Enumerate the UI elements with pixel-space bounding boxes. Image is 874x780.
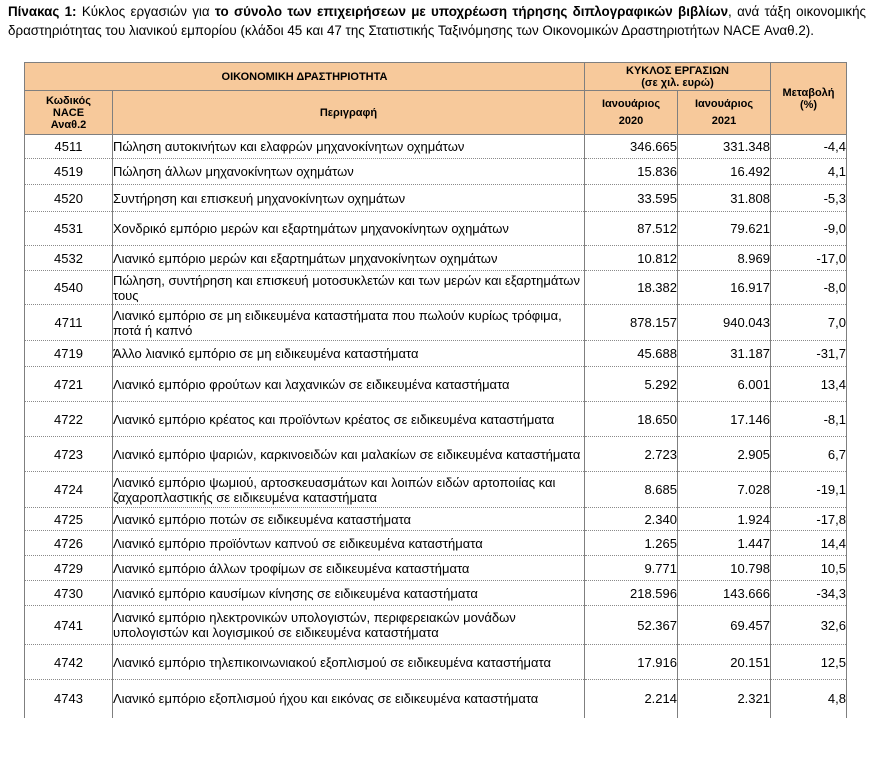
turnover-2021-cell: 31.808 — [678, 185, 771, 212]
table-row — [25, 581, 847, 606]
nace-code-cell: 4743 — [25, 680, 113, 718]
table-row — [25, 645, 847, 680]
change-percent-cell: -34,3 — [771, 581, 847, 606]
nace-code-cell: 4719 — [25, 341, 113, 367]
turnover-2021-cell: 940.043 — [678, 305, 771, 341]
description-cell: Λιανικό εμπόριο ψωμιού, αρτοσκευασμάτων και λοιπών ειδών αρτοποιίας και ζαχαροπλαστικής σε ειδικευμένα καταστήματα — [113, 472, 585, 508]
description-cell: Συντήρηση και επισκευή μηχανοκίνητων οχημάτων — [113, 185, 585, 212]
turnover-2020-cell: 52.367 — [585, 606, 678, 645]
header-month-2020: Ιανουάριος — [601, 97, 661, 110]
change-percent-cell: -17,8 — [771, 508, 847, 531]
table-body — [25, 135, 847, 718]
table-row — [25, 402, 847, 437]
description-cell: Λιανικό εμπόριο καυσίμων κίνησης σε ειδικευμένα καταστήματα — [113, 581, 585, 606]
header-change-title: Μεταβολή — [782, 86, 835, 99]
change-percent-cell: -8,1 — [771, 402, 847, 437]
turnover-2021-cell: 10.798 — [678, 556, 771, 581]
table-row — [25, 341, 847, 367]
header-change — [771, 63, 847, 135]
table-caption — [8, 2, 866, 40]
turnover-2020-cell: 2.214 — [585, 680, 678, 718]
turnover-2020-cell: 45.688 — [585, 341, 678, 367]
header-year-2021: 2021 — [711, 114, 737, 127]
description-cell: Λιανικό εμπόριο φρούτων και λαχανικών σε ειδικευμένα καταστήματα — [113, 367, 585, 402]
header-nace-code — [25, 91, 113, 135]
caption-bold-text: το σύνολο των επιχειρήσεων με υποχρέωση τήρησης διπλογραφικών βιβλίων — [214, 4, 729, 19]
nace-code-cell: 4540 — [25, 271, 113, 305]
caption-text-1: Κύκλος εργασιών για — [76, 4, 215, 19]
turnover-2021-cell: 16.492 — [678, 159, 771, 185]
turnover-2021-cell: 79.621 — [678, 212, 771, 246]
turnover-2020-cell: 2.723 — [585, 437, 678, 472]
nace-code-cell: 4730 — [25, 581, 113, 606]
turnover-2021-cell: 2.905 — [678, 437, 771, 472]
change-percent-cell: -17,0 — [771, 246, 847, 271]
turnover-2020-cell: 18.650 — [585, 402, 678, 437]
change-percent-cell: 7,0 — [771, 305, 847, 341]
turnover-2021-cell: 69.457 — [678, 606, 771, 645]
nace-code-cell: 4742 — [25, 645, 113, 680]
table-row — [25, 556, 847, 581]
turnover-2020-cell: 346.665 — [585, 135, 678, 159]
turnover-2020-cell: 15.836 — [585, 159, 678, 185]
description-cell: Πώληση, συντήρηση και επισκευή μοτοσυκλετών και των μερών και εξαρτημάτων τους — [113, 271, 585, 305]
table-row — [25, 246, 847, 271]
nace-code-cell: 4520 — [25, 185, 113, 212]
table-row — [25, 531, 847, 556]
nace-code-cell: 4722 — [25, 402, 113, 437]
nace-code-cell: 4531 — [25, 212, 113, 246]
nace-code-cell: 4724 — [25, 472, 113, 508]
change-percent-cell: -19,1 — [771, 472, 847, 508]
turnover-2020-cell: 87.512 — [585, 212, 678, 246]
turnover-2020-cell: 5.292 — [585, 367, 678, 402]
description-cell: Άλλο λιανικό εμπόριο σε μη ειδικευμένα καταστήματα — [113, 341, 585, 367]
nace-code-cell: 4532 — [25, 246, 113, 271]
header-january-2020 — [585, 91, 678, 135]
table-row — [25, 185, 847, 212]
table-row — [25, 271, 847, 305]
turnover-2021-cell: 331.348 — [678, 135, 771, 159]
table-row — [25, 606, 847, 645]
turnover-2021-cell: 20.151 — [678, 645, 771, 680]
turnover-2020-cell: 10.812 — [585, 246, 678, 271]
turnover-2020-cell: 8.685 — [585, 472, 678, 508]
description-cell: Λιανικό εμπόριο τηλεπικοινωνιακού εξοπλισμού σε ειδικευμένα καταστήματα — [113, 645, 585, 680]
header-code-line-1: Κωδικός — [46, 94, 91, 107]
table-row — [25, 437, 847, 472]
turnover-2020-cell: 18.382 — [585, 271, 678, 305]
change-percent-cell: 14,4 — [771, 531, 847, 556]
description-cell: Λιανικό εμπόριο σε μη ειδικευμένα καταστήματα που πωλούν κυρίως τρόφιμα, ποτά ή καπνό — [113, 305, 585, 341]
description-cell: Λιανικό εμπόριο εξοπλισμού ήχου και εικόνας σε ειδικευμένα καταστήματα — [113, 680, 585, 718]
header-turnover-unit: (σε χιλ. ευρώ) — [641, 76, 714, 89]
description-cell: Χονδρικό εμπόριο μερών και εξαρτημάτων μηχανοκίνητων οχημάτων — [113, 212, 585, 246]
change-percent-cell: 4,8 — [771, 680, 847, 718]
turnover-2021-cell: 2.321 — [678, 680, 771, 718]
header-code-line-3: Αναθ.2 — [50, 118, 87, 131]
header-description: Περιγραφή — [113, 91, 585, 135]
turnover-2021-cell: 8.969 — [678, 246, 771, 271]
description-cell: Λιανικό εμπόριο μερών και εξαρτημάτων μηχανοκίνητων οχημάτων — [113, 246, 585, 271]
nace-code-cell: 4729 — [25, 556, 113, 581]
change-percent-cell: -8,0 — [771, 271, 847, 305]
nace-code-cell: 4723 — [25, 437, 113, 472]
turnover-2021-cell: 1.924 — [678, 508, 771, 531]
turnover-2021-cell: 1.447 — [678, 531, 771, 556]
header-month-2021: Ιανουάριος — [694, 97, 754, 110]
nace-code-cell: 4711 — [25, 305, 113, 341]
turnover-2021-cell: 143.666 — [678, 581, 771, 606]
caption-label: Πίνακας 1: — [8, 4, 77, 19]
caption-text-2: , ανά τάξη οικονομικής δραστηριότητας του λιανικού εμπορίου (κλάδοι 45 και 47 της Στατιστικής Ταξινόμησης των Οικονομικών Δραστηριοτήτων NACE Αναθ.2). — [8, 4, 866, 38]
description-cell: Λιανικό εμπόριο ψαριών, καρκινοειδών και μαλακίων σε ειδικευμένα καταστήματα — [113, 437, 585, 472]
table-row — [25, 367, 847, 402]
turnover-2020-cell: 1.265 — [585, 531, 678, 556]
nace-code-cell: 4725 — [25, 508, 113, 531]
change-percent-cell: 4,1 — [771, 159, 847, 185]
nace-code-cell: 4741 — [25, 606, 113, 645]
change-percent-cell: -31,7 — [771, 341, 847, 367]
change-percent-cell: -5,3 — [771, 185, 847, 212]
turnover-table — [24, 62, 847, 718]
header-january-2021 — [678, 91, 771, 135]
turnover-2021-cell: 17.146 — [678, 402, 771, 437]
table-row — [25, 135, 847, 159]
turnover-2021-cell: 7.028 — [678, 472, 771, 508]
table-row — [25, 508, 847, 531]
description-cell: Λιανικό εμπόριο άλλων τροφίμων σε ειδικευμένα καταστήματα — [113, 556, 585, 581]
turnover-2021-cell: 16.917 — [678, 271, 771, 305]
header-economic-activity: ΟΙΚΟΝΟΜΙΚΗ ΔΡΑΣΤΗΡΙΟΤΗΤΑ — [25, 63, 585, 91]
table-row — [25, 159, 847, 185]
nace-code-cell: 4519 — [25, 159, 113, 185]
header-year-2020: 2020 — [618, 114, 644, 127]
header-turnover — [585, 63, 771, 91]
description-cell: Λιανικό εμπόριο ηλεκτρονικών υπολογιστών, περιφερειακών μονάδων υπολογιστών και λογισμικού σε ειδικευμένα καταστήματα — [113, 606, 585, 645]
change-percent-cell: 13,4 — [771, 367, 847, 402]
table-row — [25, 305, 847, 341]
nace-code-cell: 4721 — [25, 367, 113, 402]
change-percent-cell: 12,5 — [771, 645, 847, 680]
turnover-2020-cell: 9.771 — [585, 556, 678, 581]
turnover-2021-cell: 31.187 — [678, 341, 771, 367]
table-row — [25, 472, 847, 508]
description-cell: Λιανικό εμπόριο κρέατος και προϊόντων κρέατος σε ειδικευμένα καταστήματα — [113, 402, 585, 437]
header-change-unit: (%) — [799, 98, 818, 111]
header-turnover-title: ΚΥΚΛΟΣ ΕΡΓΑΣΙΩΝ — [626, 64, 729, 77]
table-row — [25, 212, 847, 246]
header-code-line-2: NACE — [52, 106, 85, 119]
description-cell: Λιανικό εμπόριο ποτών σε ειδικευμένα καταστήματα — [113, 508, 585, 531]
turnover-2020-cell: 17.916 — [585, 645, 678, 680]
nace-code-cell: 4511 — [25, 135, 113, 159]
change-percent-cell: 6,7 — [771, 437, 847, 472]
change-percent-cell: 10,5 — [771, 556, 847, 581]
turnover-2020-cell: 2.340 — [585, 508, 678, 531]
change-percent-cell: -4,4 — [771, 135, 847, 159]
table-row — [25, 680, 847, 718]
turnover-2020-cell: 878.157 — [585, 305, 678, 341]
turnover-2021-cell: 6.001 — [678, 367, 771, 402]
description-cell: Πώληση αυτοκινήτων και ελαφρών μηχανοκίνητων οχημάτων — [113, 135, 585, 159]
description-cell: Λιανικό εμπόριο προϊόντων καπνού σε ειδικευμένα καταστήματα — [113, 531, 585, 556]
description-cell: Πώληση άλλων μηχανοκίνητων οχημάτων — [113, 159, 585, 185]
change-percent-cell: -9,0 — [771, 212, 847, 246]
change-percent-cell: 32,6 — [771, 606, 847, 645]
turnover-2020-cell: 33.595 — [585, 185, 678, 212]
turnover-2020-cell: 218.596 — [585, 581, 678, 606]
nace-code-cell: 4726 — [25, 531, 113, 556]
